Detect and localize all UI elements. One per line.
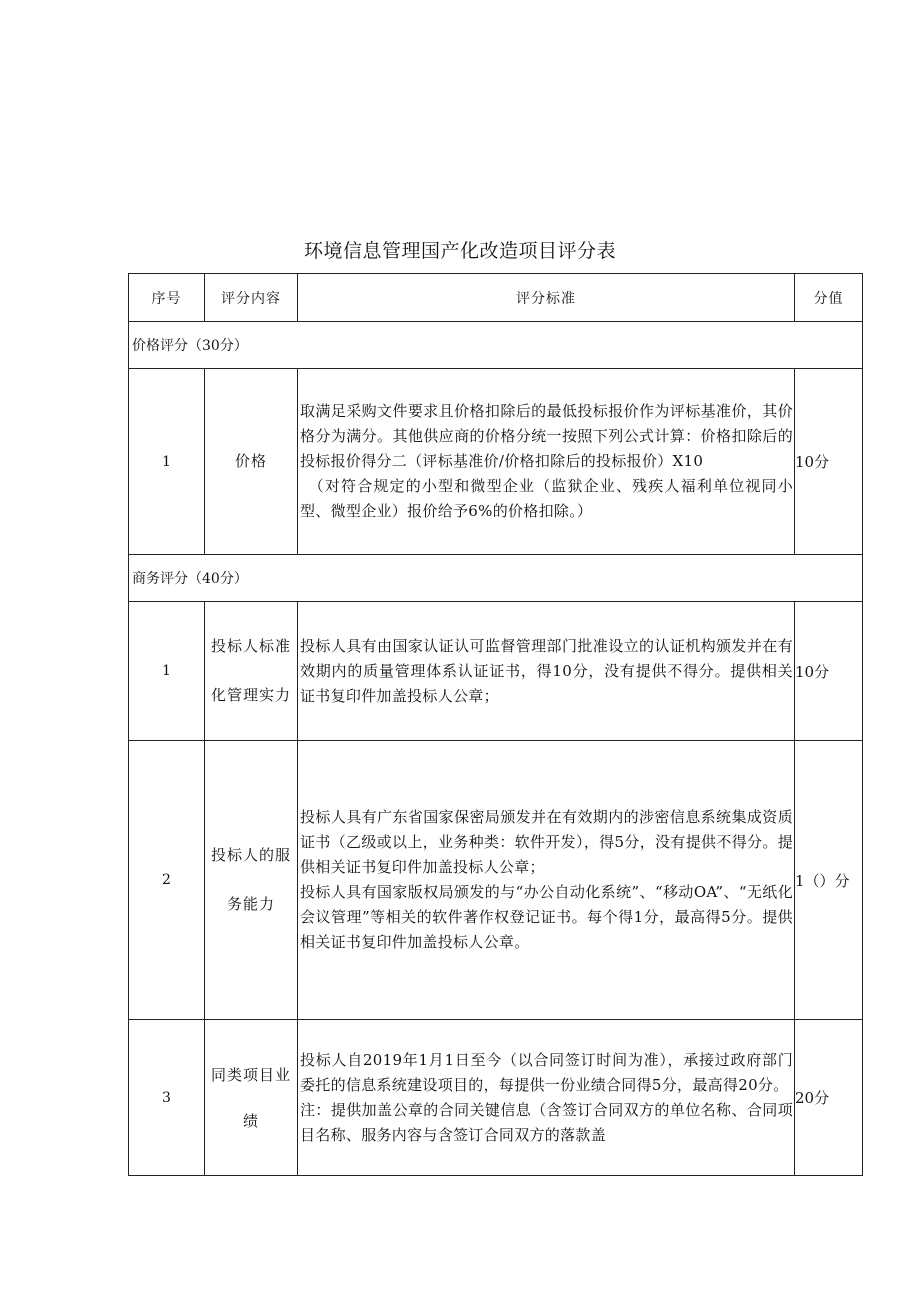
- row-content: 价格: [205, 369, 298, 555]
- row-content: 同类项目业绩: [205, 1020, 298, 1176]
- header-index: 序号: [129, 274, 205, 322]
- row-score: 10分: [795, 602, 863, 741]
- row-score: 1（）分: [795, 741, 863, 1020]
- row-index: 3: [129, 1020, 205, 1176]
- row-content: 投标人标准化管理实力: [205, 602, 298, 741]
- header-content: 评分内容: [205, 274, 298, 322]
- row-score: 20分: [795, 1020, 863, 1176]
- row-score: 10分: [795, 369, 863, 555]
- row-criteria: 投标人自2019年1月1日至今（以合同签订时间为准），承接过政府部门委托的信息系统建设项目的，每提供一份业绩合同得5分，最高得20分。 注：提供加盖公章的合同关键信息（含签订合同双方的单位名称、合同项目名称、服务内容与含签订合同双方的落款盖: [298, 1020, 795, 1176]
- header-criteria: 评分标准: [298, 274, 795, 322]
- section-row-business: [129, 555, 863, 602]
- row-index: 1: [129, 602, 205, 741]
- row-content: 投标人的服务能力: [205, 741, 298, 1020]
- row-criteria: 投标人具有由国家认证认可监督管理部门批准设立的认证机构颁发并在有效期内的质量管理体系认证证书，得10分，没有提供不得分。提供相关证书复印件加盖投标人公章；: [298, 602, 795, 741]
- scoring-table: [128, 273, 863, 1176]
- table-row: [129, 602, 863, 741]
- row-criteria: 投标人具有广东省国家保密局颁发并在有效期内的涉密信息系统集成资质证书（乙级或以上，业务种类：软件开发），得5分，没有提供不得分。提供相关证书复印件加盖投标人公章； 投标人具有国家版权局颁发的与“办公自动化系统”、“移动OA”、“无纸化会议管理”等相关的软件著作权登记证书。每个得1分，最高得5分。提供相关证书复印件加盖投标人公章。: [298, 741, 795, 1020]
- row-index: 2: [129, 741, 205, 1020]
- table-row: [129, 369, 863, 555]
- document-title: 环境信息管理国产化改造项目评分表: [303, 240, 616, 262]
- section-row-price: [129, 322, 863, 369]
- table-row: [129, 1020, 863, 1176]
- header-score: 分值: [795, 274, 863, 322]
- section-label: 价格评分（30分）: [129, 322, 863, 369]
- row-index: 1: [129, 369, 205, 555]
- table-row: [129, 741, 863, 1020]
- section-label: 商务评分（40分）: [129, 555, 863, 602]
- table-header-row: [129, 274, 863, 322]
- row-criteria: 取满足采购文件要求且价格扣除后的最低投标报价作为评标基准价，其价格分为满分。其他供应商的价格分统一按照下列公式计算：价格扣除后的投标报价得分二（评标基准价/价格扣除后的投标报价）X10 （对符合规定的小型和微型企业（监狱企业、残疾人福利单位视同小型、微型企业）报价给予6%的价格扣除。）: [298, 369, 795, 555]
